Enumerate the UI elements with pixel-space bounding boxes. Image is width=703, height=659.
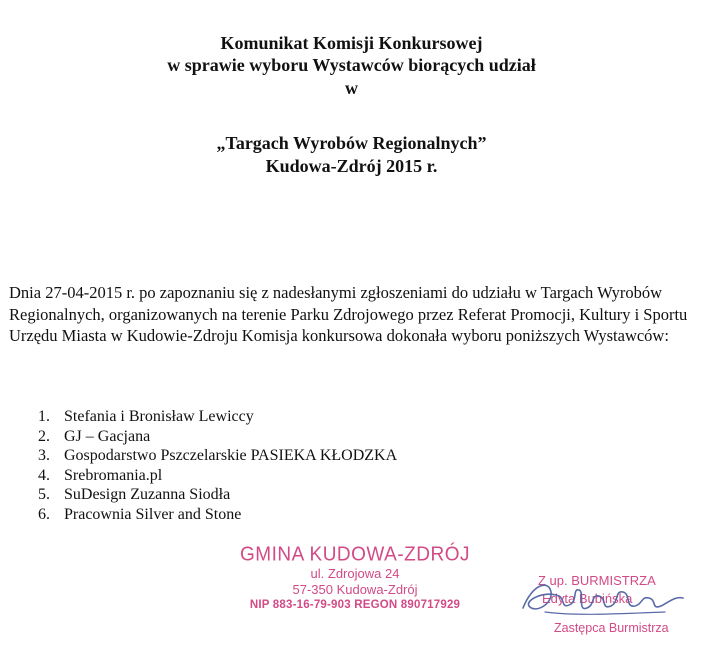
signature-underline xyxy=(545,612,665,614)
handwritten-signature xyxy=(515,578,690,623)
list-item-name: SuDesign Zuzanna Siodła xyxy=(64,486,231,504)
heading-event-name: „Targach Wyrobów Regionalnych” xyxy=(216,133,487,153)
heading-line-2: w sprawie wyboru Wystawców biorących udział xyxy=(167,55,536,75)
list-item-number: 5. xyxy=(38,486,50,504)
heading-event-place-year: Kudowa-Zdrój 2015 r. xyxy=(265,156,438,176)
list-item-name: Srebromania.pl xyxy=(64,466,163,484)
signature-stamp-title: Zastępca Burmistrza xyxy=(554,621,669,635)
signature-stamp-line-1: Z up. BURMISTRZA xyxy=(538,573,656,588)
stamp-street: ul. Zdrojowa 24 xyxy=(310,566,400,581)
list-item-name: Stefania i Bronisław Lewiccy xyxy=(64,408,254,425)
list-item-number: 1. xyxy=(38,408,50,425)
municipality-stamp xyxy=(200,544,510,612)
stamp-city: 57-350 Kudowa-Zdrój xyxy=(292,582,418,597)
stamp-tax-ids: NIP 883-16-79-903 REGON 890717929 xyxy=(249,599,461,611)
list-item xyxy=(38,407,397,427)
heading-line-3: w xyxy=(345,78,358,98)
list-item xyxy=(38,505,397,525)
list-item-number: 6. xyxy=(38,505,50,523)
exhibitor-list xyxy=(38,407,397,525)
list-item xyxy=(38,485,397,505)
signature-stamp-name: Edyta Bubińska xyxy=(542,591,633,606)
list-item-number: 3. xyxy=(38,447,50,465)
list-item-name: Gospodarstwo Pszczelarskie PASIEKA KŁODZKA xyxy=(64,447,398,465)
list-item-name: Pracownia Silver and Stone xyxy=(64,505,242,523)
list-item-number: 4. xyxy=(38,466,50,484)
body-paragraph: Dnia 27-04-2015 r. po zapoznaniu się z nadesłanymi zgłoszeniami do udziału w Targach Wyrobów Regionalnych, organizowanych na terenie Parku Zdrojowego przez Referat Promocji, Kultury i Sportu Urzędu Miasta w Kudowie-Zdroju Komisja konkursowa dokonała wyboru poniższych Wystawców: xyxy=(9,283,688,345)
list-item xyxy=(38,446,397,466)
list-item-name: GJ – Gacjana xyxy=(64,427,151,445)
signature-stroke xyxy=(523,585,683,609)
heading-line-1: Komunikat Komisji Konkursowej xyxy=(220,33,483,53)
list-item xyxy=(38,427,397,447)
list-item-number: 2. xyxy=(38,427,50,445)
list-item xyxy=(38,466,397,486)
stamp-name: GMINA KUDOWA-ZDRÓJ xyxy=(240,543,470,566)
